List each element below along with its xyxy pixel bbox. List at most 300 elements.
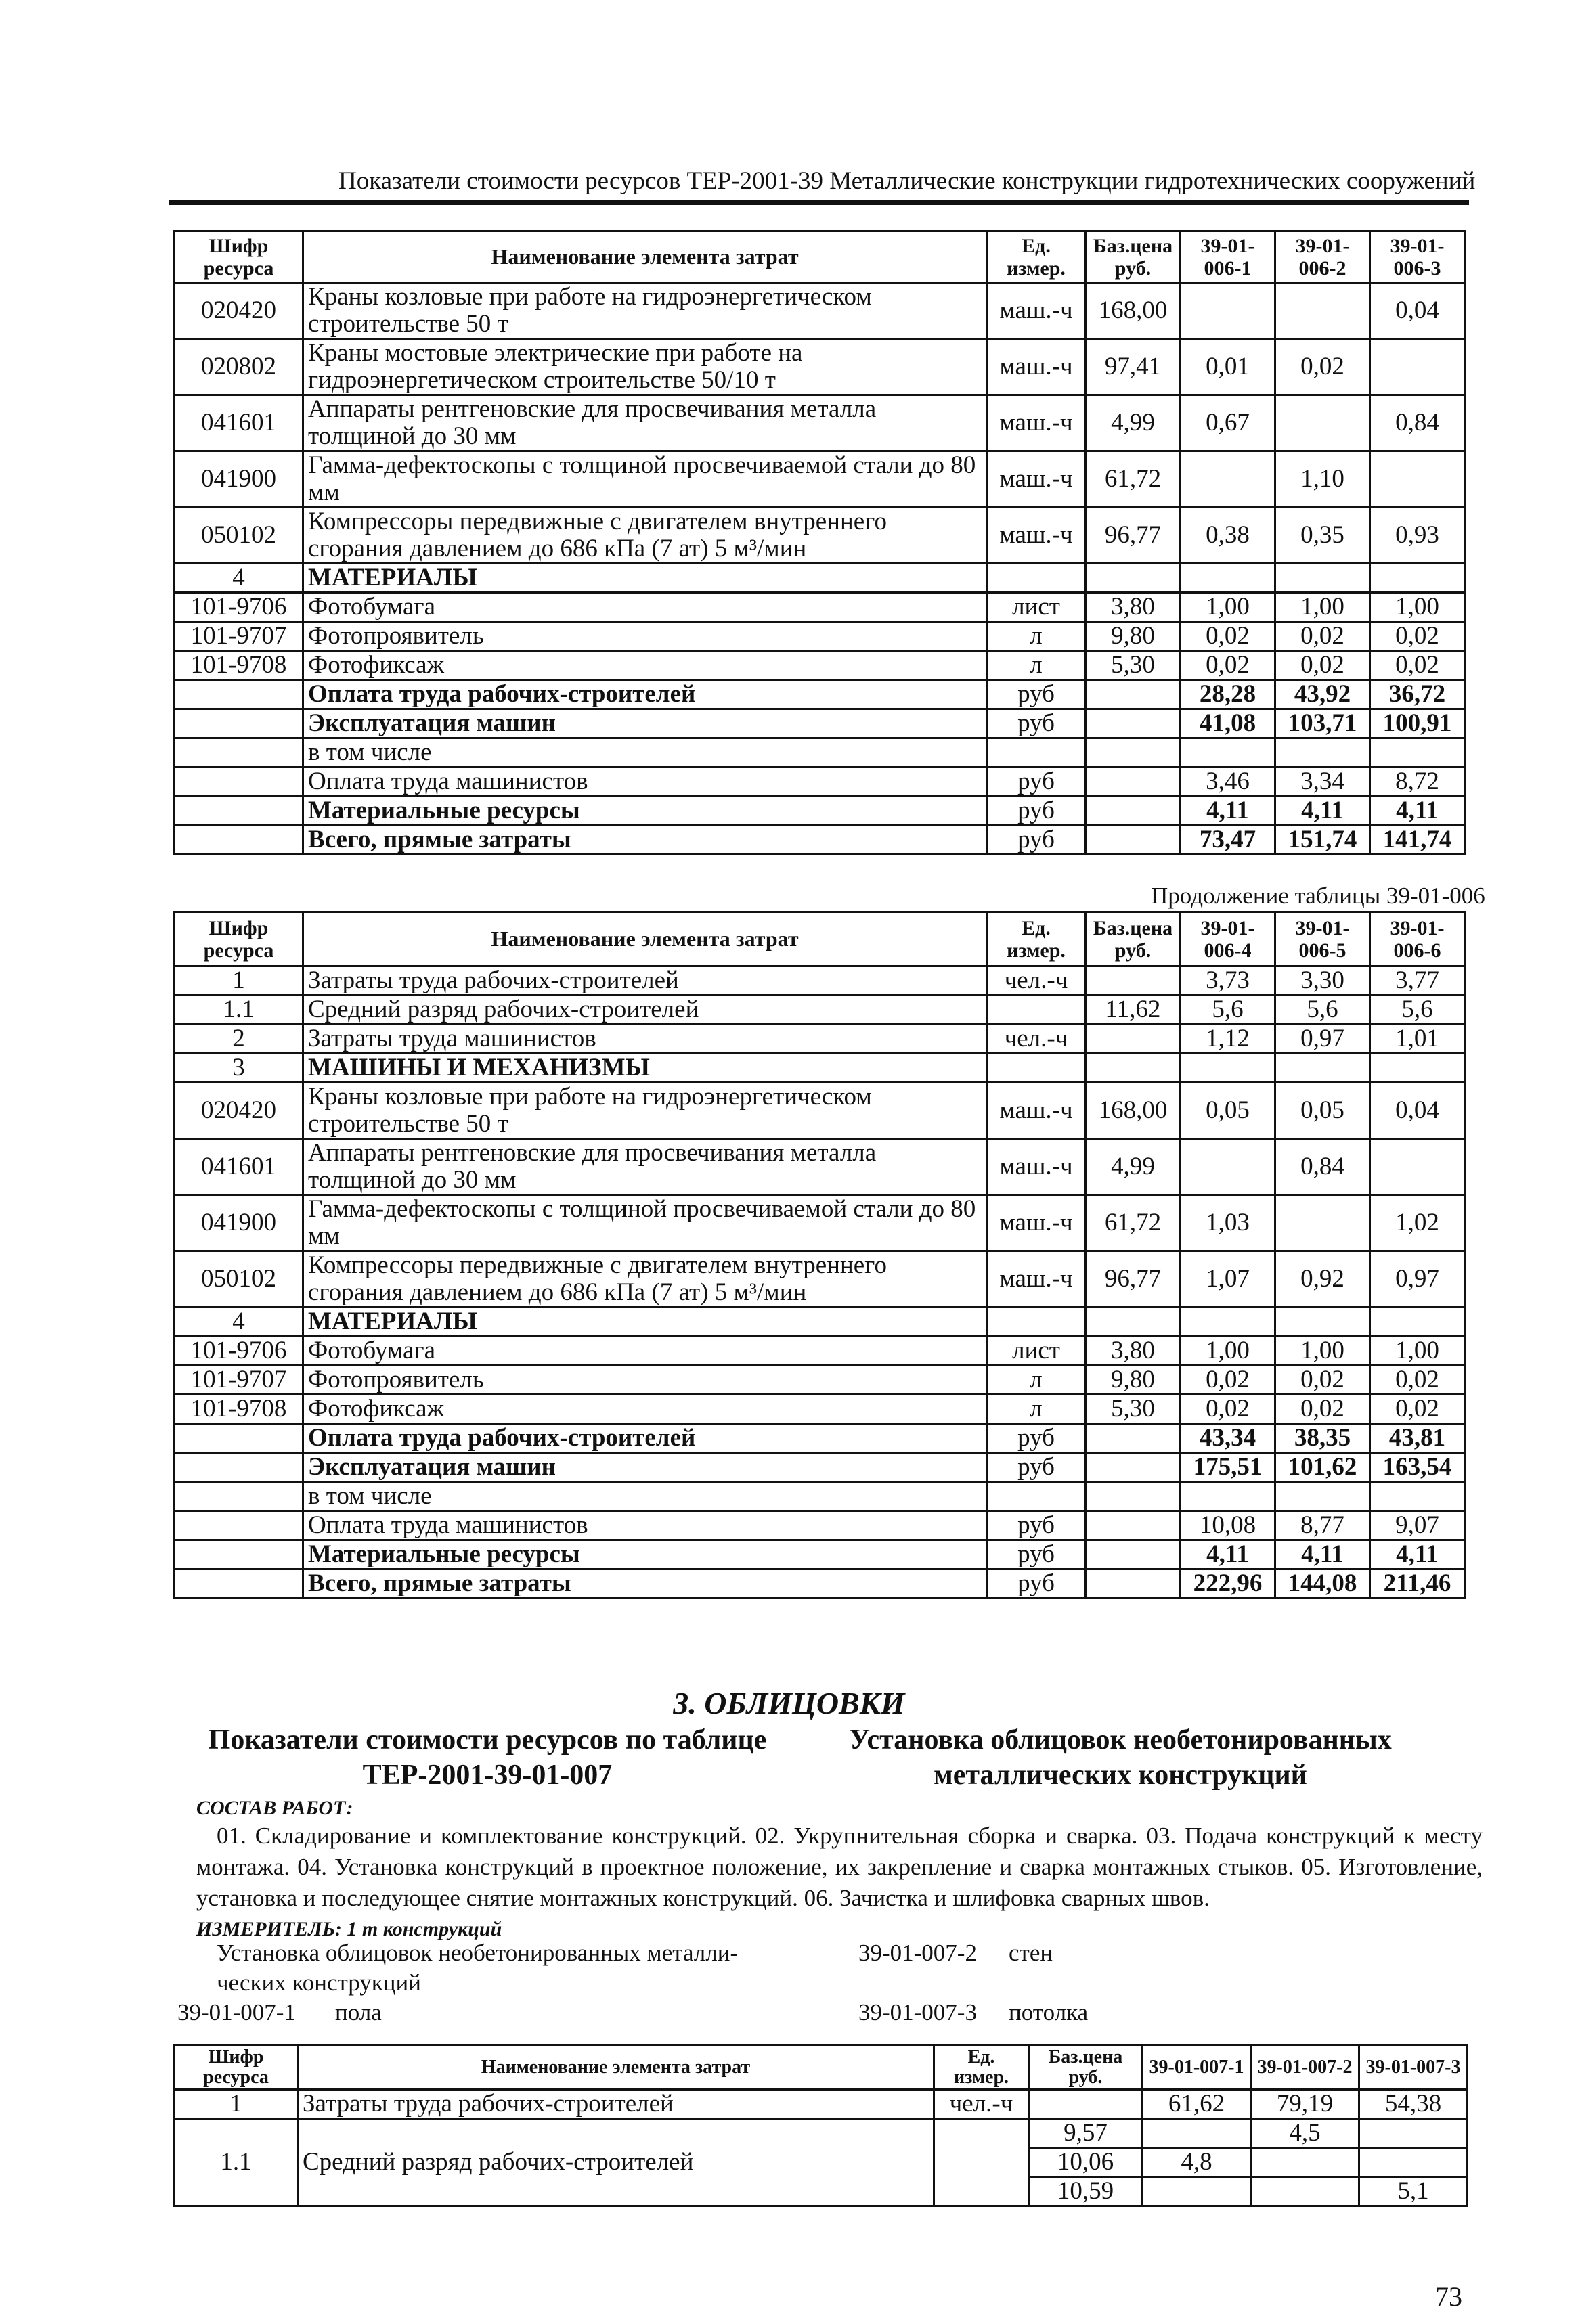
row-price	[1086, 1308, 1181, 1337]
row-value-1: 73,47	[1181, 826, 1275, 855]
row-unit	[934, 2119, 1029, 2206]
row-name: Оплата труда рабочих-строителей	[303, 680, 987, 709]
row-value-3: 0,02	[1370, 1366, 1465, 1395]
row-value-2	[1275, 1054, 1370, 1083]
row-value-1: 1,07	[1181, 1251, 1275, 1308]
row-value-2: 1,00	[1275, 593, 1370, 622]
row-price: 168,00	[1086, 283, 1181, 339]
row-unit: маш.-ч	[987, 1083, 1086, 1139]
row-value-3	[1370, 1054, 1465, 1083]
row-value-2: 4,11	[1275, 797, 1370, 826]
row-price	[1086, 1482, 1181, 1511]
row-unit: чел.-ч	[987, 1025, 1086, 1054]
row-value-2	[1251, 2148, 1359, 2177]
row-value-3: 54,38	[1359, 2090, 1468, 2119]
row-price	[1086, 1054, 1181, 1083]
row-code: 041900	[175, 1195, 303, 1251]
row-value-2: 1,00	[1275, 1337, 1370, 1366]
row-value-2: 103,71	[1275, 709, 1370, 738]
row-name: в том числе	[303, 1482, 987, 1511]
row-value-1: 5,6	[1181, 996, 1275, 1025]
row-value-2: 0,35	[1275, 508, 1370, 564]
table-row	[175, 1366, 1465, 1395]
row-name: Затраты труда рабочих-строителей	[298, 2090, 934, 2119]
row-code: 020802	[175, 339, 303, 395]
row-value-3: 0,04	[1370, 283, 1465, 339]
row-value-3	[1370, 339, 1465, 395]
row-value-1	[1181, 1482, 1275, 1511]
row-value-1: 10,08	[1181, 1511, 1275, 1540]
row-price: 10,06	[1029, 2148, 1143, 2177]
row-value-3	[1370, 564, 1465, 593]
row-unit: лист	[987, 593, 1086, 622]
row-name: Аппараты рентгеновские для просвечивания металла толщиной до 30 мм	[303, 1139, 987, 1195]
col-name-header: Наименование элемента затрат	[298, 2045, 934, 2090]
row-price: 168,00	[1086, 1083, 1181, 1139]
row-value-1	[1181, 564, 1275, 593]
row-price: 96,77	[1086, 1251, 1181, 1308]
row-value-1: 222,96	[1181, 1569, 1275, 1599]
table-row	[175, 966, 1465, 996]
row-code: 020420	[175, 1083, 303, 1139]
row-name: Средний разряд рабочих-строителей	[303, 996, 987, 1025]
row-code: 041900	[175, 451, 303, 508]
row-unit: л	[987, 651, 1086, 680]
row-unit: маш.-ч	[987, 1251, 1086, 1308]
row-name: Фотобумага	[303, 593, 987, 622]
row-code	[175, 738, 303, 767]
row-value-1	[1143, 2177, 1251, 2206]
row-value-1: 1,00	[1181, 1337, 1275, 1366]
row-price	[1086, 709, 1181, 738]
row-value-1	[1181, 1054, 1275, 1083]
col-code-2-header: 39-01-006-5	[1275, 912, 1370, 966]
measurement-unit-label: ИЗМЕРИТЕЛЬ:	[196, 1918, 342, 1940]
item-code-1: 39-01-007-1	[177, 1999, 296, 2026]
row-price	[1086, 1540, 1181, 1569]
row-value-3	[1370, 1482, 1465, 1511]
resource-table-2	[173, 911, 1466, 1599]
row-value-3: 0,02	[1370, 651, 1465, 680]
row-value-3	[1359, 2148, 1468, 2177]
row-price	[1086, 738, 1181, 767]
row-value-3: 0,02	[1370, 1395, 1465, 1424]
row-code: 050102	[175, 508, 303, 564]
col-code-3-header: 39-01-006-3	[1370, 231, 1465, 283]
row-value-3: 1,01	[1370, 1025, 1465, 1054]
table-row	[175, 797, 1465, 826]
row-value-1	[1181, 738, 1275, 767]
row-value-3: 100,91	[1370, 709, 1465, 738]
table-row	[175, 395, 1465, 451]
row-value-2: 144,08	[1275, 1569, 1370, 1599]
table-row	[175, 593, 1465, 622]
row-unit: руб	[987, 709, 1086, 738]
table-row	[175, 2119, 1468, 2148]
row-price	[1086, 1424, 1181, 1453]
row-value-2: 0,02	[1275, 1366, 1370, 1395]
col-unit-header: Ед. измер.	[934, 2045, 1029, 2090]
row-name: Материальные ресурсы	[303, 1540, 987, 1569]
row-value-1: 0,02	[1181, 651, 1275, 680]
table-row	[175, 1424, 1465, 1453]
row-value-3	[1370, 451, 1465, 508]
row-code: 041601	[175, 395, 303, 451]
row-value-2: 0,84	[1275, 1139, 1370, 1195]
row-value-2	[1275, 395, 1370, 451]
row-unit	[987, 996, 1086, 1025]
row-value-1	[1181, 1139, 1275, 1195]
table-row	[175, 508, 1465, 564]
item-name-1: пола	[335, 1999, 382, 2026]
col-code-1-header: 39-01-006-4	[1181, 912, 1275, 966]
row-value-3: 1,02	[1370, 1195, 1465, 1251]
row-value-1: 0,05	[1181, 1083, 1275, 1139]
row-value-3: 36,72	[1370, 680, 1465, 709]
row-value-2	[1251, 2177, 1359, 2206]
row-unit	[987, 1054, 1086, 1083]
resource-table-3	[173, 2044, 1468, 2207]
row-name: Гамма-дефектоскопы с толщиной просвечиваемой стали до 80 мм	[303, 1195, 987, 1251]
row-value-2: 79,19	[1251, 2090, 1359, 2119]
row-unit: чел.-ч	[987, 966, 1086, 996]
row-name: МАШИНЫ И МЕХАНИЗМЫ	[303, 1054, 987, 1083]
row-price: 4,99	[1086, 1139, 1181, 1195]
row-code: 101-9707	[175, 1366, 303, 1395]
row-value-2: 4,5	[1251, 2119, 1359, 2148]
row-value-1: 4,8	[1143, 2148, 1251, 2177]
row-unit	[987, 738, 1086, 767]
row-value-2: 0,92	[1275, 1251, 1370, 1308]
header-rule	[169, 200, 1469, 205]
table-row	[175, 738, 1465, 767]
table-row	[175, 1139, 1465, 1195]
row-name: Эксплуатация машин	[303, 1453, 987, 1482]
table-row	[175, 1083, 1465, 1139]
install-name-line-2: ческих конструкций	[217, 1969, 421, 1996]
row-unit: руб	[987, 826, 1086, 855]
table-row	[175, 1453, 1465, 1482]
row-code: 050102	[175, 1251, 303, 1308]
table-row	[175, 339, 1465, 395]
row-unit: маш.-ч	[987, 283, 1086, 339]
row-value-3: 163,54	[1370, 1453, 1465, 1482]
row-code: 101-9707	[175, 622, 303, 651]
row-code: 1.1	[175, 996, 303, 1025]
table-row	[175, 1540, 1465, 1569]
row-value-1: 43,34	[1181, 1424, 1275, 1453]
row-value-3: 0,84	[1370, 395, 1465, 451]
row-value-1: 0,38	[1181, 508, 1275, 564]
table-header-row	[175, 231, 1465, 283]
row-price: 5,30	[1086, 1395, 1181, 1424]
table-row	[175, 1569, 1465, 1599]
row-value-2: 0,02	[1275, 339, 1370, 395]
row-unit: руб	[987, 1424, 1086, 1453]
row-name: Затраты труда рабочих-строителей	[303, 966, 987, 996]
row-unit: маш.-ч	[987, 339, 1086, 395]
row-value-2: 3,34	[1275, 767, 1370, 797]
row-code: 1	[175, 2090, 298, 2119]
row-value-2: 0,05	[1275, 1083, 1370, 1139]
col-code-2-header: 39-01-006-2	[1275, 231, 1370, 283]
row-value-2: 4,11	[1275, 1540, 1370, 1569]
col-code-1-header: 39-01-006-1	[1181, 231, 1275, 283]
work-composition-text: 01. Складирование и комплектование конструкций. 02. Укрупнительная сборка и сварка. 03. Подача конструкций к месту монтажа. 04. Установка конструкций в проектное положение, их закрепление и сварка монтажных стыков. 05. Изготовление, установка и последующее снятие монтажных конструкций. 06. Зачистка и шлифовка сварных швов.	[196, 1823, 1483, 1911]
row-value-3	[1359, 2119, 1468, 2148]
table-row	[175, 680, 1465, 709]
row-value-3: 4,11	[1370, 1540, 1465, 1569]
row-value-3	[1370, 1308, 1465, 1337]
row-name: Эксплуатация машин	[303, 709, 987, 738]
row-price: 3,80	[1086, 593, 1181, 622]
row-code: 020420	[175, 283, 303, 339]
row-code	[175, 1511, 303, 1540]
row-name: Фотофиксаж	[303, 651, 987, 680]
measurement-unit	[196, 1918, 502, 1941]
col-code-header: Шифр ресурса	[175, 2045, 298, 2090]
table-row	[175, 564, 1465, 593]
table-row	[175, 1195, 1465, 1251]
row-price	[1086, 767, 1181, 797]
row-unit: маш.-ч	[987, 451, 1086, 508]
row-code	[175, 1540, 303, 1569]
table-row	[175, 1395, 1465, 1424]
table-row	[175, 1511, 1465, 1540]
row-value-1: 28,28	[1181, 680, 1275, 709]
table-row	[175, 1251, 1465, 1308]
row-value-2: 101,62	[1275, 1453, 1370, 1482]
col-code-3-header: 39-01-006-6	[1370, 912, 1465, 966]
row-price: 3,80	[1086, 1337, 1181, 1366]
row-unit: л	[987, 1366, 1086, 1395]
section-title: 3. ОБЛИЦОВКИ	[673, 1686, 905, 1720]
page-number: 73	[1435, 2281, 1462, 2312]
row-value-1: 1,00	[1181, 593, 1275, 622]
item-code-2: 39-01-007-2	[858, 1940, 977, 1966]
row-name: Всего, прямые затраты	[303, 1569, 987, 1599]
table-row	[175, 1054, 1465, 1083]
row-value-1: 0,02	[1181, 622, 1275, 651]
row-value-2: 8,77	[1275, 1511, 1370, 1540]
row-value-3: 211,46	[1370, 1569, 1465, 1599]
row-price	[1086, 1453, 1181, 1482]
row-value-3	[1370, 738, 1465, 767]
row-name: Фотобумага	[303, 1337, 987, 1366]
row-unit: л	[987, 622, 1086, 651]
row-unit: маш.-ч	[987, 395, 1086, 451]
col-code-3-header: 39-01-007-3	[1359, 2045, 1468, 2090]
row-price: 97,41	[1086, 339, 1181, 395]
row-name: Фотопроявитель	[303, 1366, 987, 1395]
row-code	[175, 1482, 303, 1511]
row-price	[1086, 680, 1181, 709]
row-code: 1.1	[175, 2119, 298, 2206]
row-name: Средний разряд рабочих-строителей	[298, 2119, 934, 2206]
row-price: 61,72	[1086, 451, 1181, 508]
col-price-header: Баз.цена руб.	[1086, 912, 1181, 966]
col-name-header: Наименование элемента затрат	[303, 231, 987, 283]
row-price: 11,62	[1086, 996, 1181, 1025]
row-value-3: 4,11	[1370, 797, 1465, 826]
row-name: Материальные ресурсы	[303, 797, 987, 826]
table-row	[175, 767, 1465, 797]
resource-table-1	[173, 230, 1466, 855]
row-value-2: 1,10	[1275, 451, 1370, 508]
measurement-unit-value: 1 т конструкций	[347, 1918, 502, 1940]
row-price: 10,59	[1029, 2177, 1143, 2206]
row-code	[175, 1569, 303, 1599]
item-name-2: стен	[1009, 1940, 1053, 1966]
table-row	[175, 1337, 1465, 1366]
table-row	[175, 451, 1465, 508]
row-value-2	[1275, 564, 1370, 593]
row-name: в том числе	[303, 738, 987, 767]
row-price	[1086, 1025, 1181, 1054]
col-price-header: Баз.цена руб.	[1029, 2045, 1143, 2090]
row-code: 101-9708	[175, 651, 303, 680]
row-code	[175, 767, 303, 797]
row-value-2: 0,02	[1275, 651, 1370, 680]
row-value-3: 1,00	[1370, 1337, 1465, 1366]
row-code	[175, 1453, 303, 1482]
row-value-2: 0,02	[1275, 1395, 1370, 1424]
table-continuation-caption: Продолжение таблицы 39-01-006	[1151, 882, 1485, 909]
table-row	[175, 709, 1465, 738]
row-value-1: 0,02	[1181, 1366, 1275, 1395]
row-value-1: 0,67	[1181, 395, 1275, 451]
row-price: 9,80	[1086, 1366, 1181, 1395]
row-value-2: 3,30	[1275, 966, 1370, 996]
row-code: 4	[175, 564, 303, 593]
row-name: Гамма-дефектоскопы с толщиной просвечиваемой стали до 80 мм	[303, 451, 987, 508]
row-price	[1086, 797, 1181, 826]
row-value-2: 151,74	[1275, 826, 1370, 855]
row-unit: чел.-ч	[934, 2090, 1029, 2119]
row-value-2	[1275, 1482, 1370, 1511]
table-row	[175, 651, 1465, 680]
row-value-3	[1370, 1139, 1465, 1195]
row-price	[1086, 826, 1181, 855]
row-value-1: 175,51	[1181, 1453, 1275, 1482]
row-unit: руб	[987, 1453, 1086, 1482]
row-code	[175, 1424, 303, 1453]
row-value-2: 0,02	[1275, 622, 1370, 651]
row-unit: маш.-ч	[987, 508, 1086, 564]
row-price: 5,30	[1086, 651, 1181, 680]
col-code-1-header: 39-01-007-1	[1143, 2045, 1251, 2090]
table-row	[175, 2090, 1468, 2119]
row-code: 3	[175, 1054, 303, 1083]
row-unit: маш.-ч	[987, 1195, 1086, 1251]
row-name: Фотофиксаж	[303, 1395, 987, 1424]
row-value-1	[1143, 2119, 1251, 2148]
row-name: Оплата труда машинистов	[303, 767, 987, 797]
row-value-2: 0,97	[1275, 1025, 1370, 1054]
row-value-2: 5,6	[1275, 996, 1370, 1025]
row-value-3: 1,00	[1370, 593, 1465, 622]
row-price: 61,72	[1086, 1195, 1181, 1251]
table-row	[175, 622, 1465, 651]
row-price	[1086, 1569, 1181, 1599]
row-value-1: 3,46	[1181, 767, 1275, 797]
row-unit	[987, 1482, 1086, 1511]
row-name: Затраты труда машинистов	[303, 1025, 987, 1054]
row-value-3: 0,04	[1370, 1083, 1465, 1139]
row-unit: л	[987, 1395, 1086, 1424]
work-type-heading: Установка облицовок необетонированных металлических конструкций	[849, 1724, 1392, 1791]
row-name: МАТЕРИАЛЫ	[303, 564, 987, 593]
row-price	[1029, 2090, 1143, 2119]
row-value-3: 0,02	[1370, 622, 1465, 651]
table-row	[175, 826, 1465, 855]
row-name: Фотопроявитель	[303, 622, 987, 651]
row-code: 4	[175, 1308, 303, 1337]
row-value-3: 8,72	[1370, 767, 1465, 797]
row-unit: руб	[987, 1569, 1086, 1599]
row-price: 9,80	[1086, 622, 1181, 651]
col-code-2-header: 39-01-007-2	[1251, 2045, 1359, 2090]
row-value-1	[1181, 1308, 1275, 1337]
row-value-1: 0,02	[1181, 1395, 1275, 1424]
row-unit: руб	[987, 680, 1086, 709]
row-name: МАТЕРИАЛЫ	[303, 1308, 987, 1337]
row-value-1: 61,62	[1143, 2090, 1251, 2119]
row-code	[175, 826, 303, 855]
page-header: Показатели стоимости ресурсов ТЕР-2001-39 Металлические конструкции гидротехнических сооружений	[338, 167, 1476, 195]
row-value-1: 4,11	[1181, 797, 1275, 826]
row-value-3: 43,81	[1370, 1424, 1465, 1453]
table-header-row	[175, 2045, 1468, 2090]
row-value-3: 0,93	[1370, 508, 1465, 564]
row-value-1: 41,08	[1181, 709, 1275, 738]
row-value-1: 4,11	[1181, 1540, 1275, 1569]
row-value-1	[1181, 283, 1275, 339]
row-price	[1086, 1511, 1181, 1540]
row-value-3: 5,6	[1370, 996, 1465, 1025]
row-value-1: 3,73	[1181, 966, 1275, 996]
table-row	[175, 1482, 1465, 1511]
row-name: Краны мостовые электрические при работе на гидроэнергетическом строительстве 50/10 т	[303, 339, 987, 395]
row-code: 101-9708	[175, 1395, 303, 1424]
col-unit-header: Ед. измер.	[987, 231, 1086, 283]
row-code	[175, 709, 303, 738]
row-value-2	[1275, 283, 1370, 339]
row-price: 4,99	[1086, 395, 1181, 451]
row-name: Всего, прямые затраты	[303, 826, 987, 855]
work-composition-label: СОСТАВ РАБОТ:	[196, 1797, 353, 1819]
row-code: 101-9706	[175, 593, 303, 622]
table-row	[175, 996, 1465, 1025]
row-name: Компрессоры передвижные с двигателем внутреннего сгорания давлением до 686 кПа (7 ат) 5 м³/мин	[303, 508, 987, 564]
table-row	[175, 1025, 1465, 1054]
table-row	[175, 1308, 1465, 1337]
row-value-1: 0,01	[1181, 339, 1275, 395]
col-code-header: Шифр ресурса	[175, 912, 303, 966]
row-value-2: 38,35	[1275, 1424, 1370, 1453]
col-name-header: Наименование элемента затрат	[303, 912, 987, 966]
row-value-2	[1275, 738, 1370, 767]
row-value-1	[1181, 451, 1275, 508]
row-name: Аппараты рентгеновские для просвечивания металла толщиной до 30 мм	[303, 395, 987, 451]
row-price	[1086, 966, 1181, 996]
row-value-3: 9,07	[1370, 1511, 1465, 1540]
row-code: 101-9706	[175, 1337, 303, 1366]
row-code: 2	[175, 1025, 303, 1054]
item-code-3: 39-01-007-3	[858, 1999, 977, 2026]
row-unit: руб	[987, 767, 1086, 797]
row-price	[1086, 564, 1181, 593]
